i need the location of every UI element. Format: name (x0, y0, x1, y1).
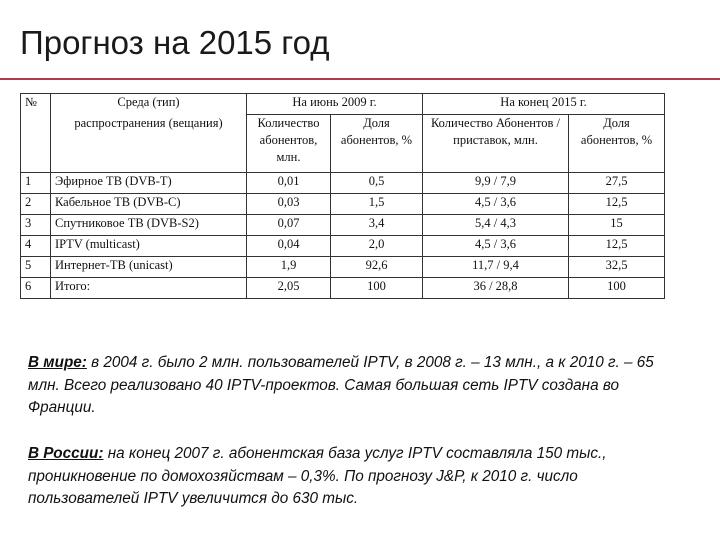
world-label: В мире: (28, 354, 87, 371)
row-share-2015: 15 (569, 215, 665, 236)
row-share-2015: 32,5 (569, 257, 665, 278)
russia-text: на конец 2007 г. абонентская база услуг IPTV составляла 150 тыс., проникновение по домохозяйствам – 0,3%. По прогнозу J&P, к 2010 г. число пользователей IPTV увеличится до 630 тыс. (28, 445, 607, 507)
row-share-2009: 1,5 (331, 194, 423, 215)
row-share-2009: 0,5 (331, 173, 423, 194)
row-env: Эфирное ТВ (DVB-T) (51, 173, 247, 194)
page-title: Прогноз на 2015 год (20, 24, 330, 61)
table-row (21, 236, 665, 257)
header-count-2009: Количество абонентов, млн. (247, 115, 331, 173)
russia-paragraph (28, 443, 688, 511)
header-share-2009: Доля абонентов, % (331, 115, 423, 173)
row-count-2009: 1,9 (247, 257, 331, 278)
row-env: IPTV (multicast) (51, 236, 247, 257)
row-count-2015: 11,7 / 9,4 (423, 257, 569, 278)
row-count-2015: 4,5 / 3,6 (423, 194, 569, 215)
row-num: 5 (21, 257, 51, 278)
header-share-2015: Доля абонентов, % (569, 115, 665, 173)
row-count-2009: 0,04 (247, 236, 331, 257)
row-share-2015: 12,5 (569, 236, 665, 257)
title-divider (0, 78, 720, 80)
row-count-2009: 0,03 (247, 194, 331, 215)
row-count-2015: 36 / 28,8 (423, 278, 569, 299)
header-env-line1: Среда (тип) (117, 95, 180, 109)
row-env: Итого: (51, 278, 247, 299)
row-count-2009: 2,05 (247, 278, 331, 299)
header-env (51, 94, 247, 173)
header-group-2009: На июнь 2009 г. (247, 94, 423, 115)
row-share-2015: 100 (569, 278, 665, 299)
row-count-2009: 0,01 (247, 173, 331, 194)
row-num: 2 (21, 194, 51, 215)
row-count-2009: 0,07 (247, 215, 331, 236)
table-row (21, 257, 665, 278)
russia-label: В России: (28, 445, 104, 462)
row-share-2009: 2,0 (331, 236, 423, 257)
world-text: в 2004 г. было 2 млн. пользователей IPTV, в 2008 г. – 13 млн., а к 2010 г. – 65 млн. Всего реализовано 40 IPTV-проектов. Самая большая сеть IPTV создана во Франции. (28, 354, 654, 416)
row-share-2015: 27,5 (569, 173, 665, 194)
row-num: 1 (21, 173, 51, 194)
row-count-2015: 4,5 / 3,6 (423, 236, 569, 257)
row-env: Спутниковое ТВ (DVB-S2) (51, 215, 247, 236)
row-share-2009: 3,4 (331, 215, 423, 236)
row-num: 4 (21, 236, 51, 257)
table-row (21, 215, 665, 236)
table-row (21, 173, 665, 194)
table-row (21, 194, 665, 215)
row-count-2015: 5,4 / 4,3 (423, 215, 569, 236)
forecast-table (20, 93, 665, 299)
row-num: 6 (21, 278, 51, 299)
world-paragraph (28, 352, 688, 420)
table-row-total (21, 278, 665, 299)
row-env: Кабельное ТВ (DVB-C) (51, 194, 247, 215)
row-env: Интернет-ТВ (unicast) (51, 257, 247, 278)
row-num: 3 (21, 215, 51, 236)
header-num: № (21, 94, 51, 173)
header-count-2015: Количество Абонентов / приставок, млн. (423, 115, 569, 173)
row-share-2015: 12,5 (569, 194, 665, 215)
row-share-2009: 100 (331, 278, 423, 299)
header-group-2015: На конец 2015 г. (423, 94, 665, 115)
header-env-line2: распространения (вещания) (74, 115, 223, 130)
row-count-2015: 9,9 / 7,9 (423, 173, 569, 194)
row-share-2009: 92,6 (331, 257, 423, 278)
